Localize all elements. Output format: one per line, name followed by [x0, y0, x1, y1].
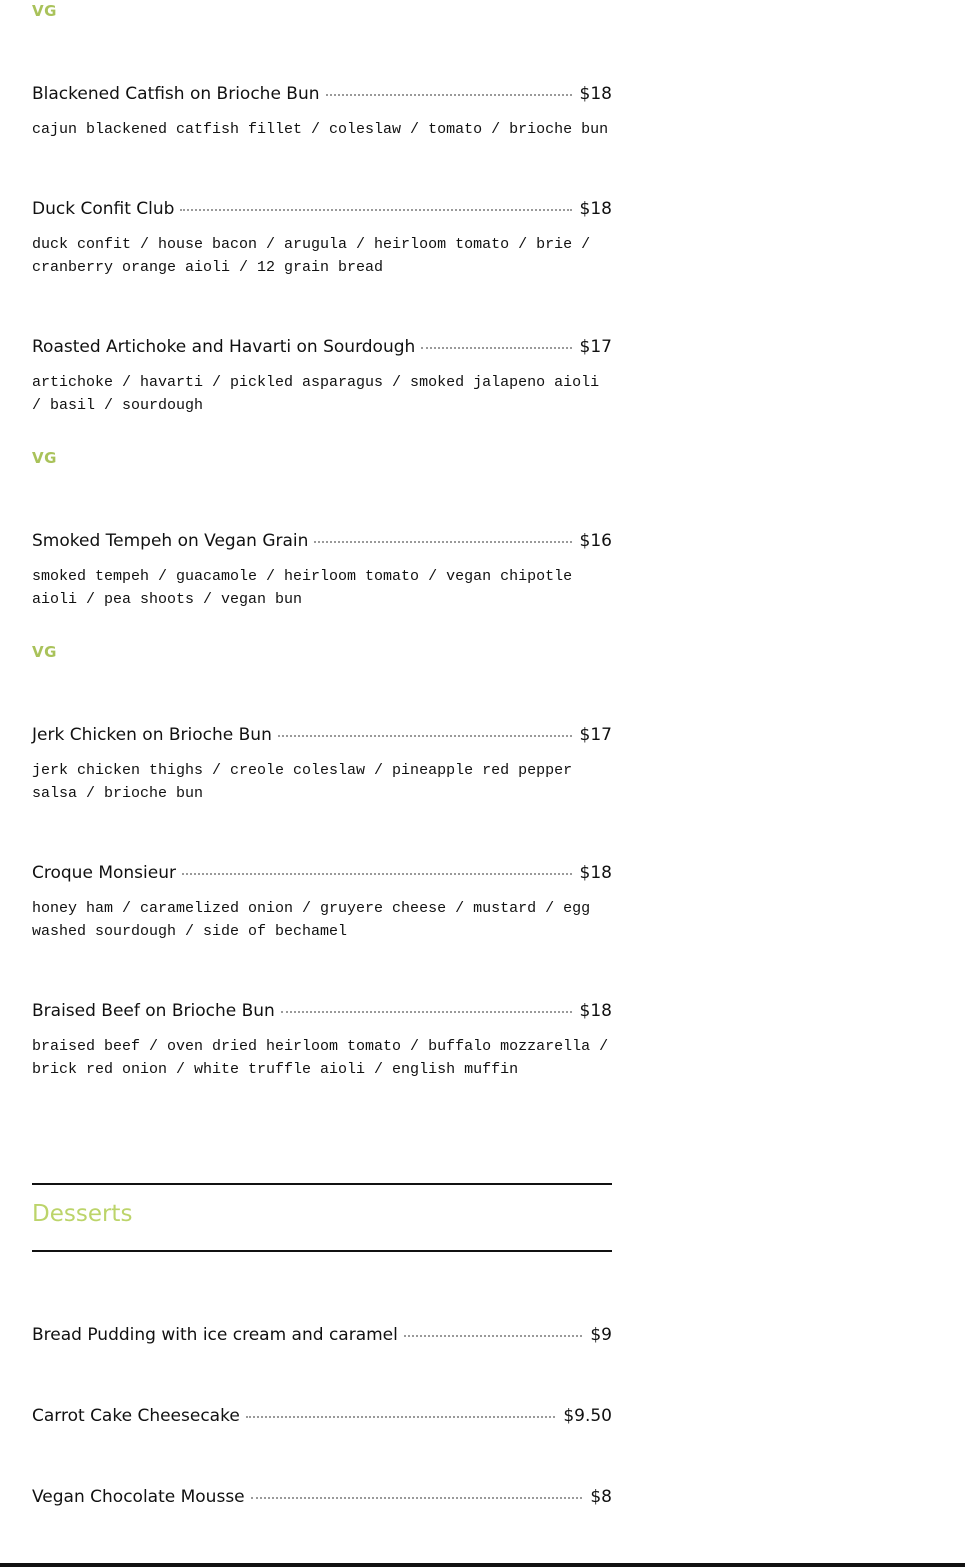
menu-item-price: $16 [579, 531, 612, 551]
menu-item [32, 725, 612, 805]
menu-item-name: Braised Beef on Brioche Bun [32, 1001, 275, 1021]
dot-leader [246, 1416, 556, 1418]
dessert-item-name: Carrot Cake Cheesecake [32, 1406, 240, 1426]
menu-item-name: Croque Monsieur [32, 863, 176, 883]
menu-item-price: $17 [579, 337, 612, 357]
menu-item-price: $18 [579, 84, 612, 104]
section-title-desserts: Desserts [32, 1201, 133, 1227]
menu-item-price: $18 [579, 199, 612, 219]
dessert-item [32, 1406, 612, 1430]
dessert-item-name: Bread Pudding with ice cream and caramel [32, 1325, 398, 1345]
dot-leader [421, 347, 571, 349]
dessert-item-name: Vegan Chocolate Mousse [32, 1487, 245, 1507]
menu-item-price: $18 [579, 863, 612, 883]
page-bottom-border [0, 1563, 965, 1567]
dessert-item [32, 1487, 612, 1511]
dessert-item-price: $9 [590, 1325, 612, 1345]
menu-item [32, 863, 612, 943]
menu-item-name: Smoked Tempeh on Vegan Grain [32, 531, 309, 551]
menu-item [32, 337, 612, 417]
menu-item-price: $18 [579, 1001, 612, 1021]
menu-item-description: jerk chicken thighs / creole coleslaw / pineapple red pepper salsa / brioche bun [32, 762, 573, 802]
menu-item-name: Duck Confit Club [32, 199, 175, 219]
dessert-item-price: $9.50 [563, 1406, 612, 1426]
menu-item-description: duck confit / house bacon / arugula / heirloom tomato / brie / cranberry orange aioli / 12 grain bread [32, 236, 591, 276]
dot-leader [326, 94, 572, 96]
dot-leader [314, 541, 571, 543]
menu-item-description: smoked tempeh / guacamole / heirloom tomato / vegan chipotle aioli / pea shoots / vegan bun [32, 568, 573, 608]
menu-item [32, 84, 612, 141]
section-divider-bottom [32, 1250, 612, 1252]
dot-leader [404, 1335, 583, 1337]
menu-item-name: Blackened Catfish on Brioche Bun [32, 84, 320, 104]
menu-item-description: honey ham / caramelized onion / gruyere cheese / mustard / egg washed sourdough / side of bechamel [32, 900, 591, 940]
menu-item [32, 199, 612, 279]
dessert-item [32, 1325, 612, 1349]
dot-leader [182, 873, 572, 875]
dessert-item-price: $8 [590, 1487, 612, 1507]
dot-leader [251, 1497, 583, 1499]
vegan-badge: VG [32, 2, 57, 20]
vegan-badge: VG [32, 449, 57, 467]
menu-item [32, 531, 612, 611]
menu-item-description: braised beef / oven dried heirloom tomato / buffalo mozzarella / brick red onion / white truffle aioli / english muffin [32, 1038, 609, 1078]
menu-item-name: Roasted Artichoke and Havarti on Sourdough [32, 337, 416, 357]
dot-leader [278, 735, 572, 737]
dot-leader [281, 1011, 572, 1013]
dot-leader [180, 209, 571, 211]
menu-item-name: Jerk Chicken on Brioche Bun [32, 725, 272, 745]
vegan-badge: VG [32, 643, 57, 661]
menu-item-price: $17 [579, 725, 612, 745]
menu-item-description: cajun blackened catfish fillet / coleslaw / tomato / brioche bun [32, 121, 609, 138]
menu-item [32, 1001, 612, 1081]
menu-item-description: artichoke / havarti / pickled asparagus / smoked jalapeno aioli / basil / sourdough [32, 374, 600, 414]
section-divider-top [32, 1183, 612, 1185]
